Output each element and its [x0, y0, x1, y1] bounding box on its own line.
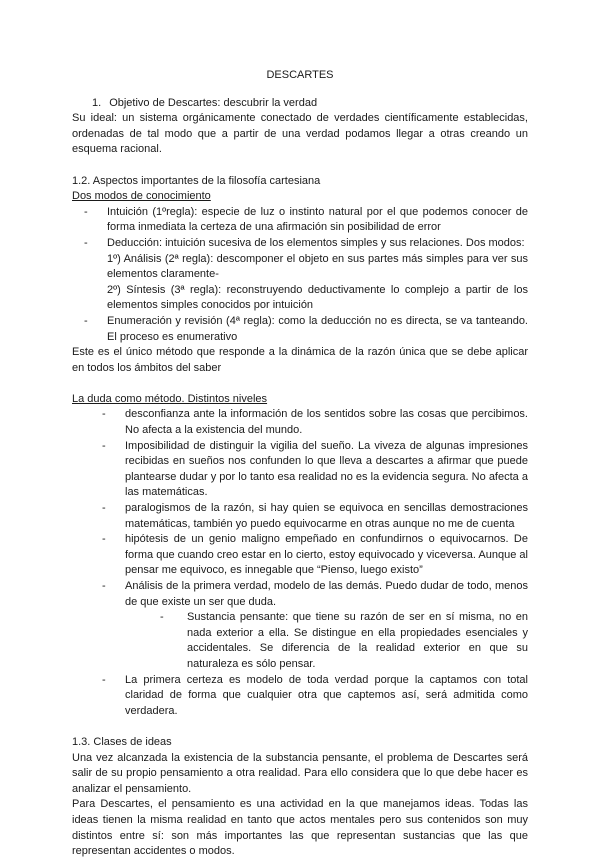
- section-1-3-heading: 1.3. Clases de ideas: [72, 735, 172, 748]
- duda-item-text: Análisis de la primera verdad, modelo de las demás. Puedo dudar de todo, menos de que existe un ser que duda.: [125, 580, 528, 608]
- spacer: [72, 719, 528, 735]
- document-title: DESCARTES: [266, 69, 334, 81]
- section-1-3-paragraph-2: Para Descartes, el pensamiento es una actividad en la que manejamos ideas. Todas las ideas tienen la misma realidad en tanto que actos mentales pero sus contenidos son muy distintos entre sí: son más importantes las que representan sustancias que las que representan accidentes o modos.: [72, 798, 528, 858]
- duda-item-text: Imposibilidad de distinguir la vigilia del sueño. La viveza de algunas impresiones recibidas en sueños nos confunden lo que lleva a descartes a afirmar que puede plantearse dudar y por lo tanto esa realidad no es la evidencia segura. No afecta a las matemáticas.: [125, 439, 528, 499]
- modos-conocimiento-title: Dos modos de conocimiento: [72, 190, 211, 203]
- duda-item: [72, 501, 528, 532]
- duda-item: [72, 673, 528, 720]
- duda-item-text: paralogismos de la razón, si hay quien se equivoca en sencillas demostraciones matemáticas, también yo puedo equivocarme en otras aunque no me de cuenta: [125, 502, 528, 530]
- metodo-paragraph: Este es el único método que responde a la dinámica de la razón única que se debe aplicar en todos los ámbitos del saber: [72, 346, 528, 374]
- document-page: [72, 68, 528, 860]
- duda-item: [72, 407, 528, 438]
- section-1-2-heading: 1.2. Aspectos importantes de la filosofía cartesiana: [72, 174, 321, 187]
- bullet-dash: -: [102, 439, 106, 452]
- bullet-dash: -: [84, 236, 88, 249]
- spacer: [72, 376, 528, 392]
- list-item-enumeracion: [72, 314, 528, 345]
- section-1-heading-text: Objetivo de Descartes: descubrir la verdad: [109, 96, 318, 109]
- duda-item: [72, 439, 528, 501]
- section-1-number: 1.: [92, 96, 102, 109]
- list-item-deduccion: [72, 236, 528, 314]
- duda-item: [72, 532, 528, 579]
- duda-subitem: [72, 610, 528, 672]
- bullet-dash: -: [102, 580, 106, 592]
- bullet-dash: -: [84, 314, 88, 327]
- section-1-paragraph: Su ideal: un sistema orgánicamente conectado de verdades científicamente establecidas, ordenadas de tal modo que a partir de una verdad podamos llegar a otras creando un esquema racional.: [72, 112, 528, 156]
- sintesis-text: 2º) Síntesis (3ª regla): reconstruyendo deductivamente lo complejo a partir de los elementos simples conocidos por intuición: [107, 283, 528, 312]
- bullet-dash: -: [102, 533, 106, 546]
- deduccion-text: Deducción: intuición sucesiva de los elementos simples y sus relaciones. Dos modos:: [107, 236, 525, 249]
- intuicion-text: Intuición (1ºregla): especie de luz o instinto natural por el que podemos conocer de forma inmediata la certeza de una afirmación sin posibilidad de error: [107, 205, 528, 234]
- spacer: [72, 158, 528, 174]
- section-1-heading: [72, 96, 528, 112]
- duda-item-text: La primera certeza es modelo de toda verdad porque la captamos con total claridad de forma que cualquier otra que captemos así, será admitida como verdadera.: [125, 673, 528, 717]
- bullet-dash: -: [160, 611, 164, 624]
- section-1-3-paragraph-1: Una vez alcanzada la existencia de la substancia pensante, el problema de Descartes será salir de su propio pensamiento a otra realidad. Para ello considera que lo que debe hacer es analizar el pensamiento.: [72, 751, 528, 795]
- bullet-dash: -: [102, 673, 106, 686]
- analisis-text: 1º) Análisis (2ª regla): descomponer el objeto en sus partes más simples para ver sus elementos claramente-: [107, 252, 528, 281]
- bullet-dash: -: [84, 205, 88, 218]
- enumeracion-text: Enumeración y revisión (4ª regla): como la deducción no es directa, se va tanteando. El proceso es enumerativo: [107, 314, 528, 343]
- duda-item-text: desconfianza ante la información de los sentidos sobre las cosas que percibimos. No afecta a la existencia del mundo.: [125, 408, 528, 437]
- sustancia-pensante-text: Sustancia pensante: que tiene su razón de ser en sí misma, no en nada exterior a ella. Se distingue en ella propiedades esenciales y accidentales. Se diferencia de la realidad exterior en que su naturaleza es sólo pensar.: [187, 611, 528, 670]
- bullet-dash: -: [102, 502, 106, 515]
- duda-item-text: hipótesis de un genio maligno empeñado en confundirnos o equivocarnos. De forma que cuando creo estar en lo cierto, estoy equivocado y viceversa. Aunque al pensar me equivoco, es innegable que “Pienso, luego existo”: [125, 533, 528, 577]
- list-item-intuicion: [72, 205, 528, 236]
- duda-item: [72, 579, 528, 610]
- duda-title: La duda como método. Distintos niveles: [72, 392, 268, 405]
- bullet-dash: -: [102, 408, 106, 421]
